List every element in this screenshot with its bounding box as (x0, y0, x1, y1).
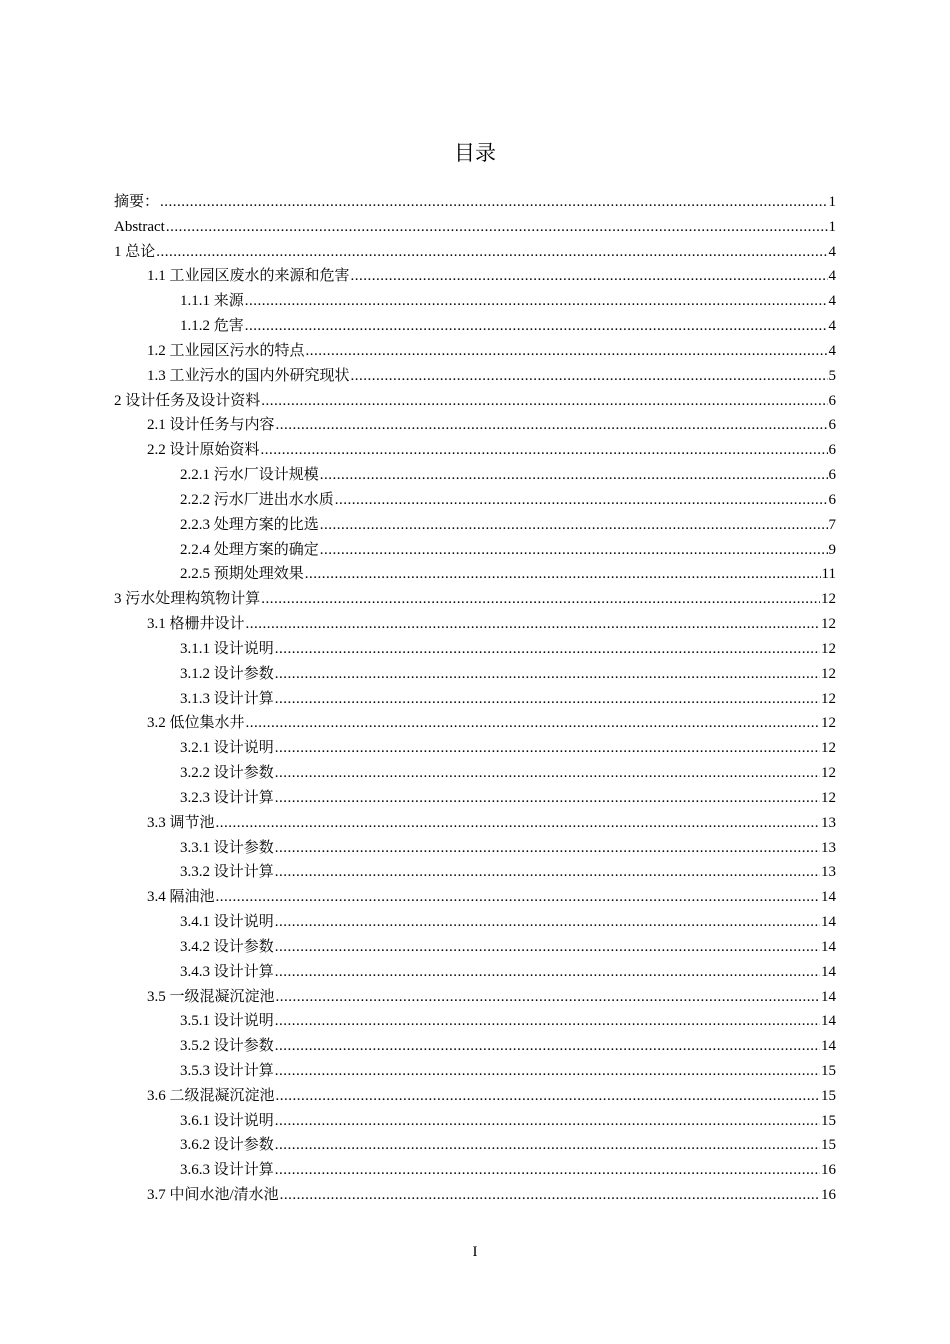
toc-dot-leader (351, 364, 828, 389)
toc-dot-leader (320, 463, 828, 488)
toc-dot-leader (275, 736, 820, 761)
toc-entry-page: 6 (828, 491, 836, 508)
toc-entry-label: 1.1.2 危害 (180, 318, 244, 335)
toc-dot-leader (275, 935, 820, 960)
toc-dot-leader (275, 836, 820, 861)
toc-entry[interactable] (114, 612, 836, 637)
toc-entry-label: 3.2 低位集水井 (147, 715, 245, 732)
toc-dot-leader (320, 513, 828, 538)
toc-entry[interactable] (114, 538, 836, 563)
page-title: 目录 (454, 141, 496, 165)
toc-entry-label: 3.6.1 设计说明 (180, 1112, 274, 1129)
toc-entry[interactable] (114, 687, 836, 712)
toc-dot-leader (275, 910, 820, 935)
toc-dot-leader (335, 488, 828, 513)
toc-dot-leader (320, 538, 828, 563)
toc-dot-leader (246, 612, 820, 637)
toc-dot-leader (261, 587, 820, 612)
toc-entry-label: 1.1 工业园区废水的来源和危害 (147, 268, 350, 285)
toc-dot-leader (275, 662, 820, 687)
table-of-contents (114, 190, 836, 1208)
toc-entry-label: 3.2.3 设计计算 (180, 789, 274, 806)
toc-dot-leader (275, 960, 820, 985)
toc-entry-label: 3.6.3 设计计算 (180, 1162, 274, 1179)
toc-entry[interactable] (114, 1034, 836, 1059)
toc-dot-leader (216, 811, 820, 836)
toc-entry[interactable] (114, 960, 836, 985)
toc-entry-page: 6 (828, 467, 836, 484)
toc-entry[interactable] (114, 786, 836, 811)
toc-entry-page: 12 (821, 789, 836, 806)
toc-entry-page: 14 (821, 1013, 836, 1030)
toc-entry-page: 14 (821, 963, 836, 980)
toc-entry-page: 12 (821, 690, 836, 707)
toc-entry-page: 14 (821, 1038, 836, 1055)
toc-entry-page: 13 (821, 864, 836, 881)
toc-entry-page: 12 (821, 640, 836, 657)
toc-dot-leader (245, 289, 828, 314)
toc-entry[interactable] (114, 339, 836, 364)
toc-entry-label: 3 污水处理构筑物计算 (114, 591, 261, 608)
toc-entry-page: 4 (828, 342, 836, 359)
toc-entry-label: 1.3 工业污水的国内外研究现状 (147, 367, 350, 384)
toc-dot-leader (275, 786, 820, 811)
toc-dot-leader (280, 1183, 820, 1208)
toc-entry-page: 6 (828, 442, 836, 459)
toc-dot-leader (156, 240, 827, 265)
toc-entry-label: 3.2.2 设计参数 (180, 765, 274, 782)
toc-entry[interactable] (114, 389, 836, 414)
toc-entry[interactable] (114, 289, 836, 314)
toc-entry[interactable] (114, 1183, 836, 1208)
toc-entry-page: 4 (828, 243, 836, 260)
toc-dot-leader (276, 1084, 820, 1109)
toc-entry[interactable] (114, 910, 836, 935)
toc-entry-label: 3.5.3 设计计算 (180, 1062, 274, 1079)
toc-entry-label: 1.1.1 来源 (180, 293, 244, 310)
toc-dot-leader (246, 711, 820, 736)
toc-entry[interactable] (114, 1158, 836, 1183)
toc-entry-label: 3.3.2 设计计算 (180, 864, 274, 881)
toc-entry-label: 3.4.1 设计说明 (180, 914, 274, 931)
toc-entry-page: 9 (828, 541, 836, 558)
toc-entry-label: 2.2.4 处理方案的确定 (180, 541, 319, 558)
toc-entry-page: 13 (821, 839, 836, 856)
toc-dot-leader (275, 1059, 820, 1084)
toc-entry[interactable] (114, 488, 836, 513)
toc-entry-label: 3.5.1 设计说明 (180, 1013, 274, 1030)
toc-entry-page: 15 (821, 1062, 836, 1079)
toc-dot-leader (276, 985, 820, 1010)
toc-entry[interactable] (114, 811, 836, 836)
toc-entry[interactable] (114, 562, 836, 587)
toc-entry-page: 4 (828, 293, 836, 310)
toc-entry[interactable] (114, 662, 836, 687)
toc-entry[interactable] (114, 836, 836, 861)
toc-dot-leader (275, 637, 820, 662)
toc-entry-page: 12 (821, 591, 836, 608)
toc-entry-page: 1 (828, 194, 836, 210)
toc-entry[interactable] (114, 438, 836, 463)
toc-entry-label: 1 总论 (114, 243, 156, 260)
toc-entry-page: 14 (821, 889, 836, 906)
toc-entry-label: 3.1 格栅井设计 (147, 616, 245, 633)
toc-entry-label: 3.6.2 设计参数 (180, 1137, 274, 1154)
toc-entry[interactable] (114, 1059, 836, 1084)
toc-entry[interactable] (114, 885, 836, 910)
toc-dot-leader (275, 1034, 820, 1059)
toc-dot-leader (275, 1133, 820, 1158)
toc-entry[interactable] (114, 240, 836, 265)
toc-entry[interactable] (114, 1009, 836, 1034)
toc-entry[interactable] (114, 985, 836, 1010)
toc-entry-label: 3.3.1 设计参数 (180, 839, 274, 856)
toc-entry[interactable] (114, 190, 836, 215)
toc-dot-leader (275, 687, 820, 712)
toc-dot-leader (261, 438, 828, 463)
toc-dot-leader (216, 885, 820, 910)
toc-entry-page: 15 (821, 1137, 836, 1154)
toc-entry-label: 3.6 二级混凝沉淀池 (147, 1087, 275, 1104)
toc-entry[interactable] (114, 513, 836, 538)
toc-entry[interactable] (114, 264, 836, 289)
toc-dot-leader (275, 1109, 820, 1134)
toc-entry-page: 14 (821, 914, 836, 931)
toc-dot-leader (261, 389, 827, 414)
toc-entry-label: 摘要： (114, 194, 160, 210)
toc-entry-label: 3.5.2 设计参数 (180, 1038, 274, 1055)
toc-entry-label: 2 设计任务及设计资料 (114, 392, 261, 409)
toc-entry-page: 12 (821, 715, 836, 732)
toc-dot-leader (160, 190, 827, 215)
toc-entry-page: 12 (821, 616, 836, 633)
toc-entry-label: 2.2.3 处理方案的比选 (180, 516, 319, 533)
toc-dot-leader (166, 215, 828, 240)
toc-entry-page: 14 (821, 938, 836, 955)
toc-entry[interactable] (114, 463, 836, 488)
toc-dot-leader (245, 314, 828, 339)
toc-entry[interactable] (114, 215, 836, 240)
toc-entry-page: 1 (828, 218, 836, 235)
toc-entry-label: 3.2.1 设计说明 (180, 740, 274, 757)
toc-entry[interactable] (114, 736, 836, 761)
toc-entry-label: 3.4.3 设计计算 (180, 963, 274, 980)
toc-entry-label: 2.2.5 预期处理效果 (180, 566, 304, 583)
toc-dot-leader (276, 413, 828, 438)
toc-entry[interactable] (114, 1084, 836, 1109)
toc-dot-leader (275, 761, 820, 786)
toc-entry[interactable] (114, 711, 836, 736)
toc-entry[interactable] (114, 860, 836, 885)
toc-entry-label: 2.2.1 污水厂设计规模 (180, 467, 319, 484)
toc-dot-leader (275, 860, 820, 885)
toc-entry-page: 6 (828, 392, 836, 409)
toc-entry-page: 16 (821, 1187, 836, 1204)
toc-entry[interactable] (114, 637, 836, 662)
toc-dot-leader (275, 1158, 820, 1183)
toc-entry-label: 2.2.2 污水厂进出水水质 (180, 491, 334, 508)
toc-entry-page: 14 (821, 988, 836, 1005)
toc-entry[interactable] (114, 1133, 836, 1158)
toc-dot-leader (351, 264, 828, 289)
toc-entry-label: 3.7 中间水池/清水池 (147, 1187, 279, 1204)
toc-dot-leader (305, 562, 821, 587)
toc-entry-page: 12 (821, 765, 836, 782)
page-number: I (472, 1244, 478, 1260)
toc-entry-page: 12 (821, 665, 836, 682)
toc-dot-leader (306, 339, 828, 364)
toc-entry[interactable] (114, 761, 836, 786)
toc-entry-label: 3.1.3 设计计算 (180, 690, 274, 707)
toc-entry[interactable] (114, 935, 836, 960)
toc-entry[interactable] (114, 314, 836, 339)
toc-entry-label: 2.2 设计原始资料 (147, 442, 260, 459)
toc-entry-page: 15 (821, 1112, 836, 1129)
toc-entry-page: 6 (828, 417, 836, 434)
toc-entry-label: 2.1 设计任务与内容 (147, 417, 275, 434)
toc-entry-label: 3.1.1 设计说明 (180, 640, 274, 657)
toc-entry-label: 3.4 隔油池 (147, 889, 215, 906)
toc-entry-page: 15 (821, 1087, 836, 1104)
toc-dot-leader (275, 1009, 820, 1034)
toc-entry-label: 3.1.2 设计参数 (180, 665, 274, 682)
toc-entry-label: Abstract (114, 218, 165, 235)
toc-entry-page: 4 (828, 268, 836, 285)
toc-entry-page: 7 (828, 516, 836, 533)
toc-entry-label: 3.3 调节池 (147, 814, 215, 831)
toc-entry-page: 4 (828, 318, 836, 335)
toc-entry-label: 3.4.2 设计参数 (180, 938, 274, 955)
toc-entry[interactable] (114, 364, 836, 389)
toc-entry[interactable] (114, 1109, 836, 1134)
toc-entry[interactable] (114, 413, 836, 438)
toc-entry-label: 3.5 一级混凝沉淀池 (147, 988, 275, 1005)
toc-entry-label: 1.2 工业园区污水的特点 (147, 342, 305, 359)
toc-entry-page: 11 (821, 566, 836, 583)
toc-entry-page: 12 (821, 740, 836, 757)
toc-entry-page: 13 (821, 814, 836, 831)
toc-entry[interactable] (114, 587, 836, 612)
toc-entry-page: 5 (828, 367, 836, 384)
toc-entry-page: 16 (821, 1162, 836, 1179)
